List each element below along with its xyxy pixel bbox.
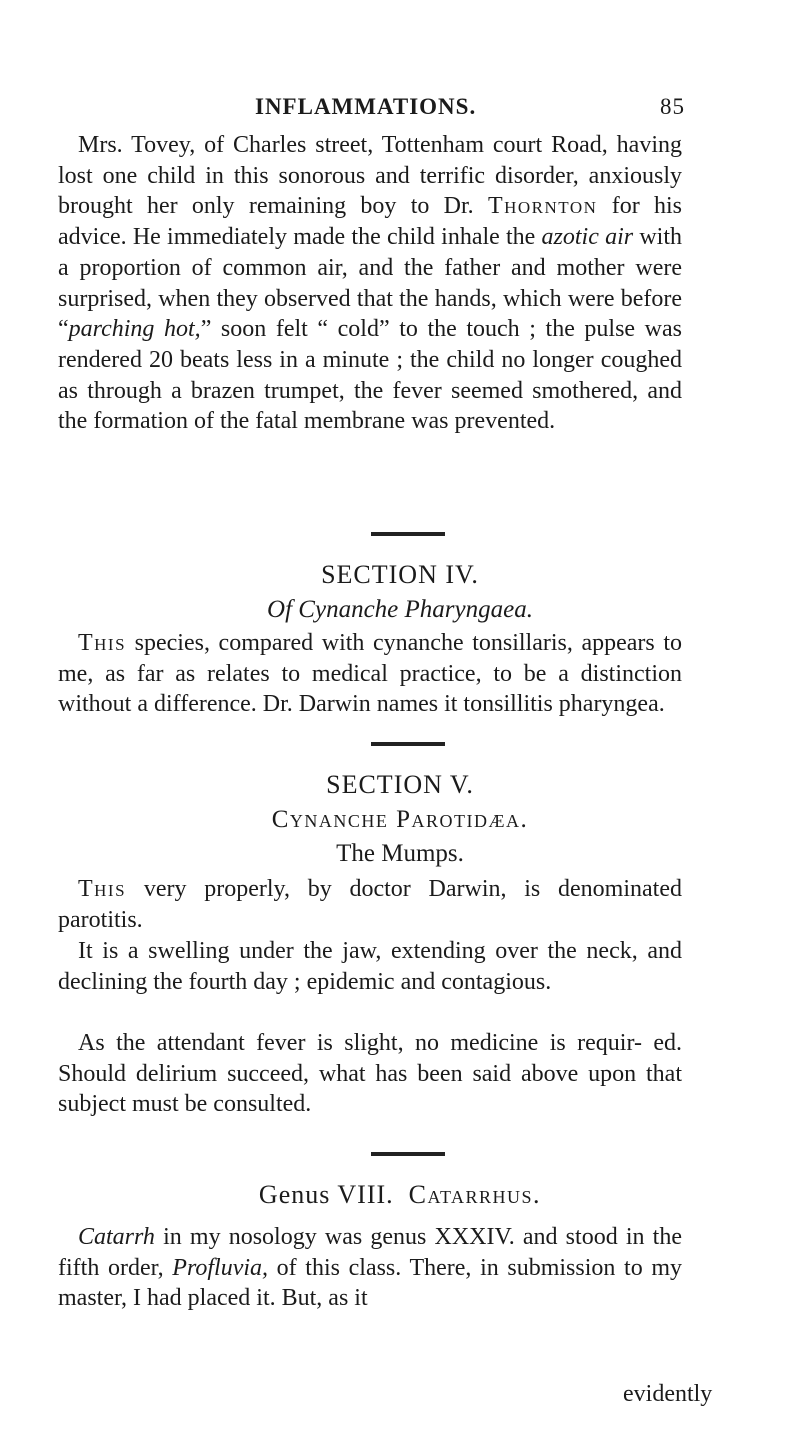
italic-parching-hot: parching hot, <box>68 316 201 343</box>
section-v-common-name: The Mumps. <box>336 840 464 867</box>
paragraph-text: for his advice. He immediately made the child inhale the <box>58 193 682 251</box>
genus-viii-title <box>0 1180 800 1210</box>
italic-catarrh: Catarrh <box>78 1224 155 1250</box>
paragraph-text: in my nosology was genus XXXIV. and stood in the fifth order, <box>58 1224 682 1281</box>
section-v-paragraph-3: As the attendant fever is slight, no medicine is requir- ed. Should delirium succeed, what has been said above upon that subject must be consulted. <box>58 1030 682 1118</box>
section-iv-title: SECTION IV. <box>321 560 479 589</box>
first-word: This <box>78 876 127 902</box>
section-divider <box>371 742 445 746</box>
section-iv-paragraph <box>58 628 682 720</box>
section-v-paragraph-1 <box>58 874 682 935</box>
section-v-subtitle: Cynanche Parotidæa. <box>271 806 529 833</box>
section-iv-subtitle-text: Of Cynanche Pharyngaea. <box>267 596 533 623</box>
section-divider <box>371 532 445 536</box>
page-number: 85 <box>660 94 685 119</box>
section-v-title: SECTION V. <box>326 770 474 799</box>
paragraph-text: Mrs. Tovey, of Charles street, Tottenham court Road, having lost one child in this sonorous and terrific disorder, anxiously brought her only remaining boy to Dr. <box>58 132 682 220</box>
running-header <box>255 94 685 120</box>
section-iv-subtitle <box>0 596 800 624</box>
catchword: evidently <box>623 1381 713 1407</box>
genus-viii-paragraph <box>58 1222 682 1314</box>
name-thornton: Thornton <box>487 193 598 220</box>
paragraph-text: very properly, by doctor Darwin, is denominated parotitis. <box>58 876 682 933</box>
paragraph-text: with a proportion of common air, and the father and mother were surprised, when they observed that the hands, which were before “ <box>58 224 682 343</box>
paragraph-thornton-case <box>58 130 682 437</box>
first-word: This <box>78 630 127 656</box>
genus-name: Catarrhus. <box>408 1180 542 1209</box>
section-v-paragraph-2: It is a swelling under the jaw, extending over the neck, and declining the fourth day ; epidemic and contagious. <box>58 938 682 995</box>
italic-profluvia: Profluvia, <box>172 1254 269 1281</box>
genus-number: Genus VIII. <box>258 1180 394 1209</box>
italic-azotic-air: azotic air <box>541 224 634 251</box>
section-divider <box>371 1152 445 1156</box>
running-title: INFLAMMATIONS. <box>255 94 477 119</box>
paragraph-text: of this class. There, in submission to my master, I had placed it. But, as it <box>58 1254 683 1312</box>
paragraph-text: species, compared with cynanche tonsillaris, appears to me, as far as relates to medical practice, to be a distinction without a difference. Dr. Darwin names it tonsillitis pharyngea. <box>58 630 682 718</box>
paragraph-text: ” soon felt “ cold” to the touch ; the pulse was rendered 20 beats less in a minute ; the child no longer coughed as through a brazen trumpet, the fever seemed smothered, and the formation of the fatal membrane was prevented. <box>58 316 682 435</box>
